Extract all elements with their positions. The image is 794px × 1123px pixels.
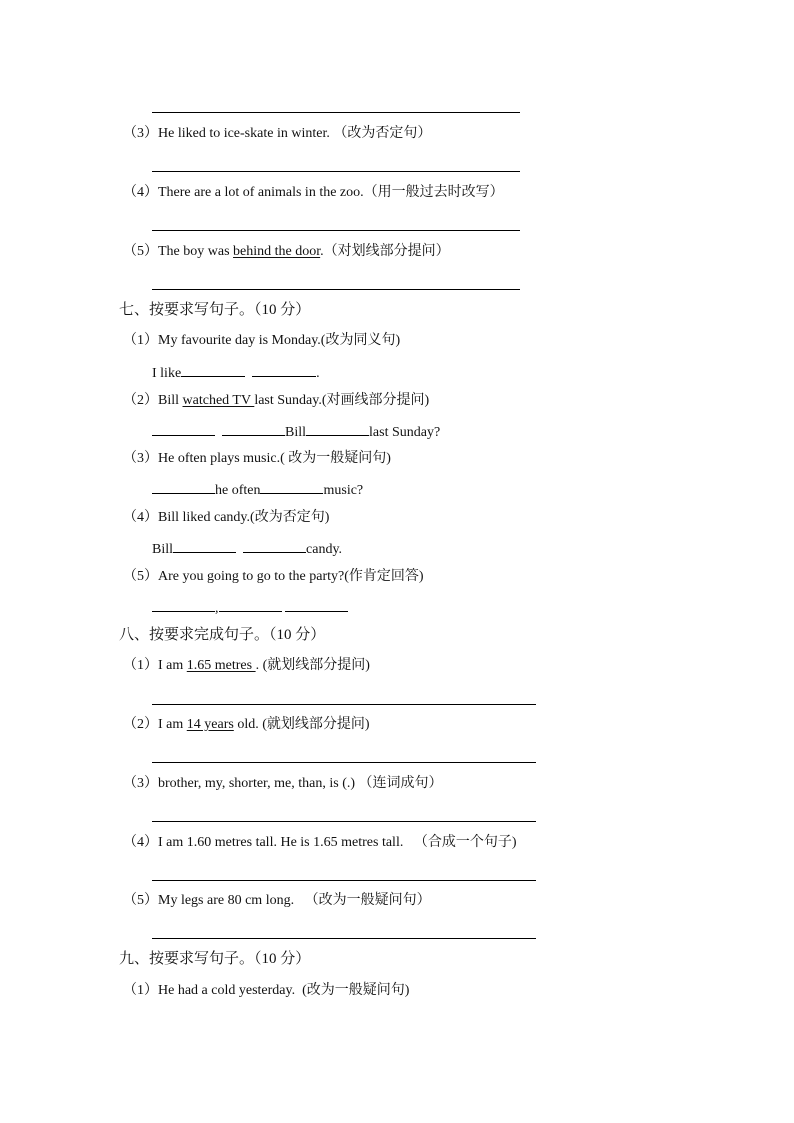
question-6-3 xyxy=(123,125,431,143)
answer-blank[interactable] xyxy=(222,422,285,436)
question-instruction: (改为一般疑问句) xyxy=(302,983,410,998)
question-8-4 xyxy=(123,834,517,852)
question-instruction: ( 改为一般疑问句) xyxy=(280,451,391,466)
question-text: Bill xyxy=(158,393,183,408)
section-9-heading: 九、按要求写句子。（10 分） xyxy=(119,951,311,967)
question-instruction: （连词成句） xyxy=(358,776,443,791)
question-text: Bill liked candy. xyxy=(158,510,251,525)
question-6-5: （5）The boy was behind the door.（对划线部分提问） xyxy=(123,244,450,259)
question-text: He often plays music. xyxy=(158,451,281,466)
answer-line[interactable] xyxy=(152,704,536,705)
question-number: （1） xyxy=(123,983,158,998)
answer-blank[interactable] xyxy=(285,598,348,612)
question-number: （5） xyxy=(123,244,158,259)
question-number: （4） xyxy=(123,510,158,525)
question-text: Are you going to go to the party? xyxy=(158,569,345,584)
question-number: （4） xyxy=(123,835,158,850)
question-instruction: （对划线部分提问） xyxy=(323,244,450,259)
answer-line[interactable] xyxy=(152,938,536,939)
question-7-3 xyxy=(123,450,391,468)
section-7-heading: 七、按要求写句子。（10 分） xyxy=(119,302,311,318)
question-text: The boy was xyxy=(158,244,234,259)
question-instruction: (就划线部分提问) xyxy=(262,717,370,732)
question-text: There are a lot of animals in the zoo. xyxy=(158,185,364,200)
question-text: My legs are 80 cm long. xyxy=(158,893,295,908)
answer-blank[interactable] xyxy=(260,480,323,494)
question-instruction: (对画线部分提问) xyxy=(321,393,430,408)
answer-row-7-1: I like . xyxy=(152,363,320,383)
question-number: （3） xyxy=(123,776,158,791)
answer-blank[interactable] xyxy=(306,422,369,436)
answer-row-7-3: he often music? xyxy=(152,480,363,500)
question-number: （4） xyxy=(123,185,158,200)
question-9-1 xyxy=(123,982,409,1000)
question-number: （1） xyxy=(123,333,158,348)
answer-blank[interactable] xyxy=(173,539,236,553)
question-number: （3） xyxy=(123,451,158,466)
answer-row-7-2: Bill last Sunday? xyxy=(152,422,440,442)
question-7-2: （2）Bill watched TV last Sunday.(对画线部分提问) xyxy=(123,393,430,408)
question-text: I am xyxy=(158,658,187,673)
answer-blank[interactable] xyxy=(219,598,282,612)
question-8-3 xyxy=(123,775,443,793)
question-instruction: （用一般过去时改写） xyxy=(363,185,504,200)
answer-row-7-5: , xyxy=(152,598,348,618)
question-text: He liked to ice-skate in winter. xyxy=(158,126,330,141)
question-8-5 xyxy=(123,892,431,910)
answer-blank[interactable] xyxy=(152,480,215,494)
question-8-1: （1）I am 1.65 metres . (就划线部分提问) xyxy=(123,658,370,673)
question-text: brother, my, shorter, me, than, is (.) xyxy=(158,776,356,791)
question-7-5 xyxy=(123,568,424,586)
question-instruction: （合成一个句子) xyxy=(413,835,517,850)
answer-line[interactable] xyxy=(152,880,536,881)
underlined-phrase: behind the door xyxy=(233,244,321,259)
answer-line[interactable] xyxy=(152,230,520,231)
answer-line[interactable] xyxy=(152,821,536,822)
question-instruction: (作肯定回答) xyxy=(344,569,424,584)
question-text: He had a cold yesterday. xyxy=(158,983,296,998)
answer-line[interactable] xyxy=(152,762,536,763)
answer-blank[interactable] xyxy=(243,539,306,553)
answer-blank[interactable] xyxy=(152,422,215,436)
answer-line[interactable] xyxy=(152,289,520,290)
section-8-heading: 八、按要求完成句子。（10 分） xyxy=(119,627,326,643)
question-number: （3） xyxy=(123,126,158,141)
question-text: I am xyxy=(158,717,187,732)
answer-line[interactable] xyxy=(152,112,520,113)
question-instruction: (改为同义句) xyxy=(320,333,401,348)
question-number: （2） xyxy=(123,393,158,408)
answer-blank[interactable] xyxy=(181,363,245,377)
underlined-phrase: watched TV xyxy=(182,393,255,408)
answer-blank[interactable] xyxy=(252,363,316,377)
underlined-phrase: 1.65 metres xyxy=(186,658,256,673)
question-7-4 xyxy=(123,509,329,527)
question-text: My favourite day is Monday. xyxy=(158,333,321,348)
question-instruction: (就划线部分提问) xyxy=(262,658,370,673)
question-8-2: （2）I am 14 years old. (就划线部分提问) xyxy=(123,717,370,732)
question-number: （5） xyxy=(123,893,158,908)
answer-blank[interactable] xyxy=(152,598,215,612)
question-number: （1） xyxy=(123,658,158,673)
question-instruction: (改为否定句) xyxy=(250,510,330,525)
question-instruction: （改为一般疑问句） xyxy=(304,893,431,908)
question-text: I am 1.60 metres tall. He is 1.65 metres tall. xyxy=(158,835,404,850)
question-number: （2） xyxy=(123,717,158,732)
answer-row-7-4: Bill candy. xyxy=(152,539,342,559)
question-7-1 xyxy=(123,332,400,350)
question-6-4 xyxy=(123,184,504,202)
underlined-phrase: 14 years xyxy=(186,717,234,732)
question-instruction: （改为否定句） xyxy=(333,126,432,141)
question-number: （5） xyxy=(123,569,158,584)
answer-line[interactable] xyxy=(152,171,520,172)
